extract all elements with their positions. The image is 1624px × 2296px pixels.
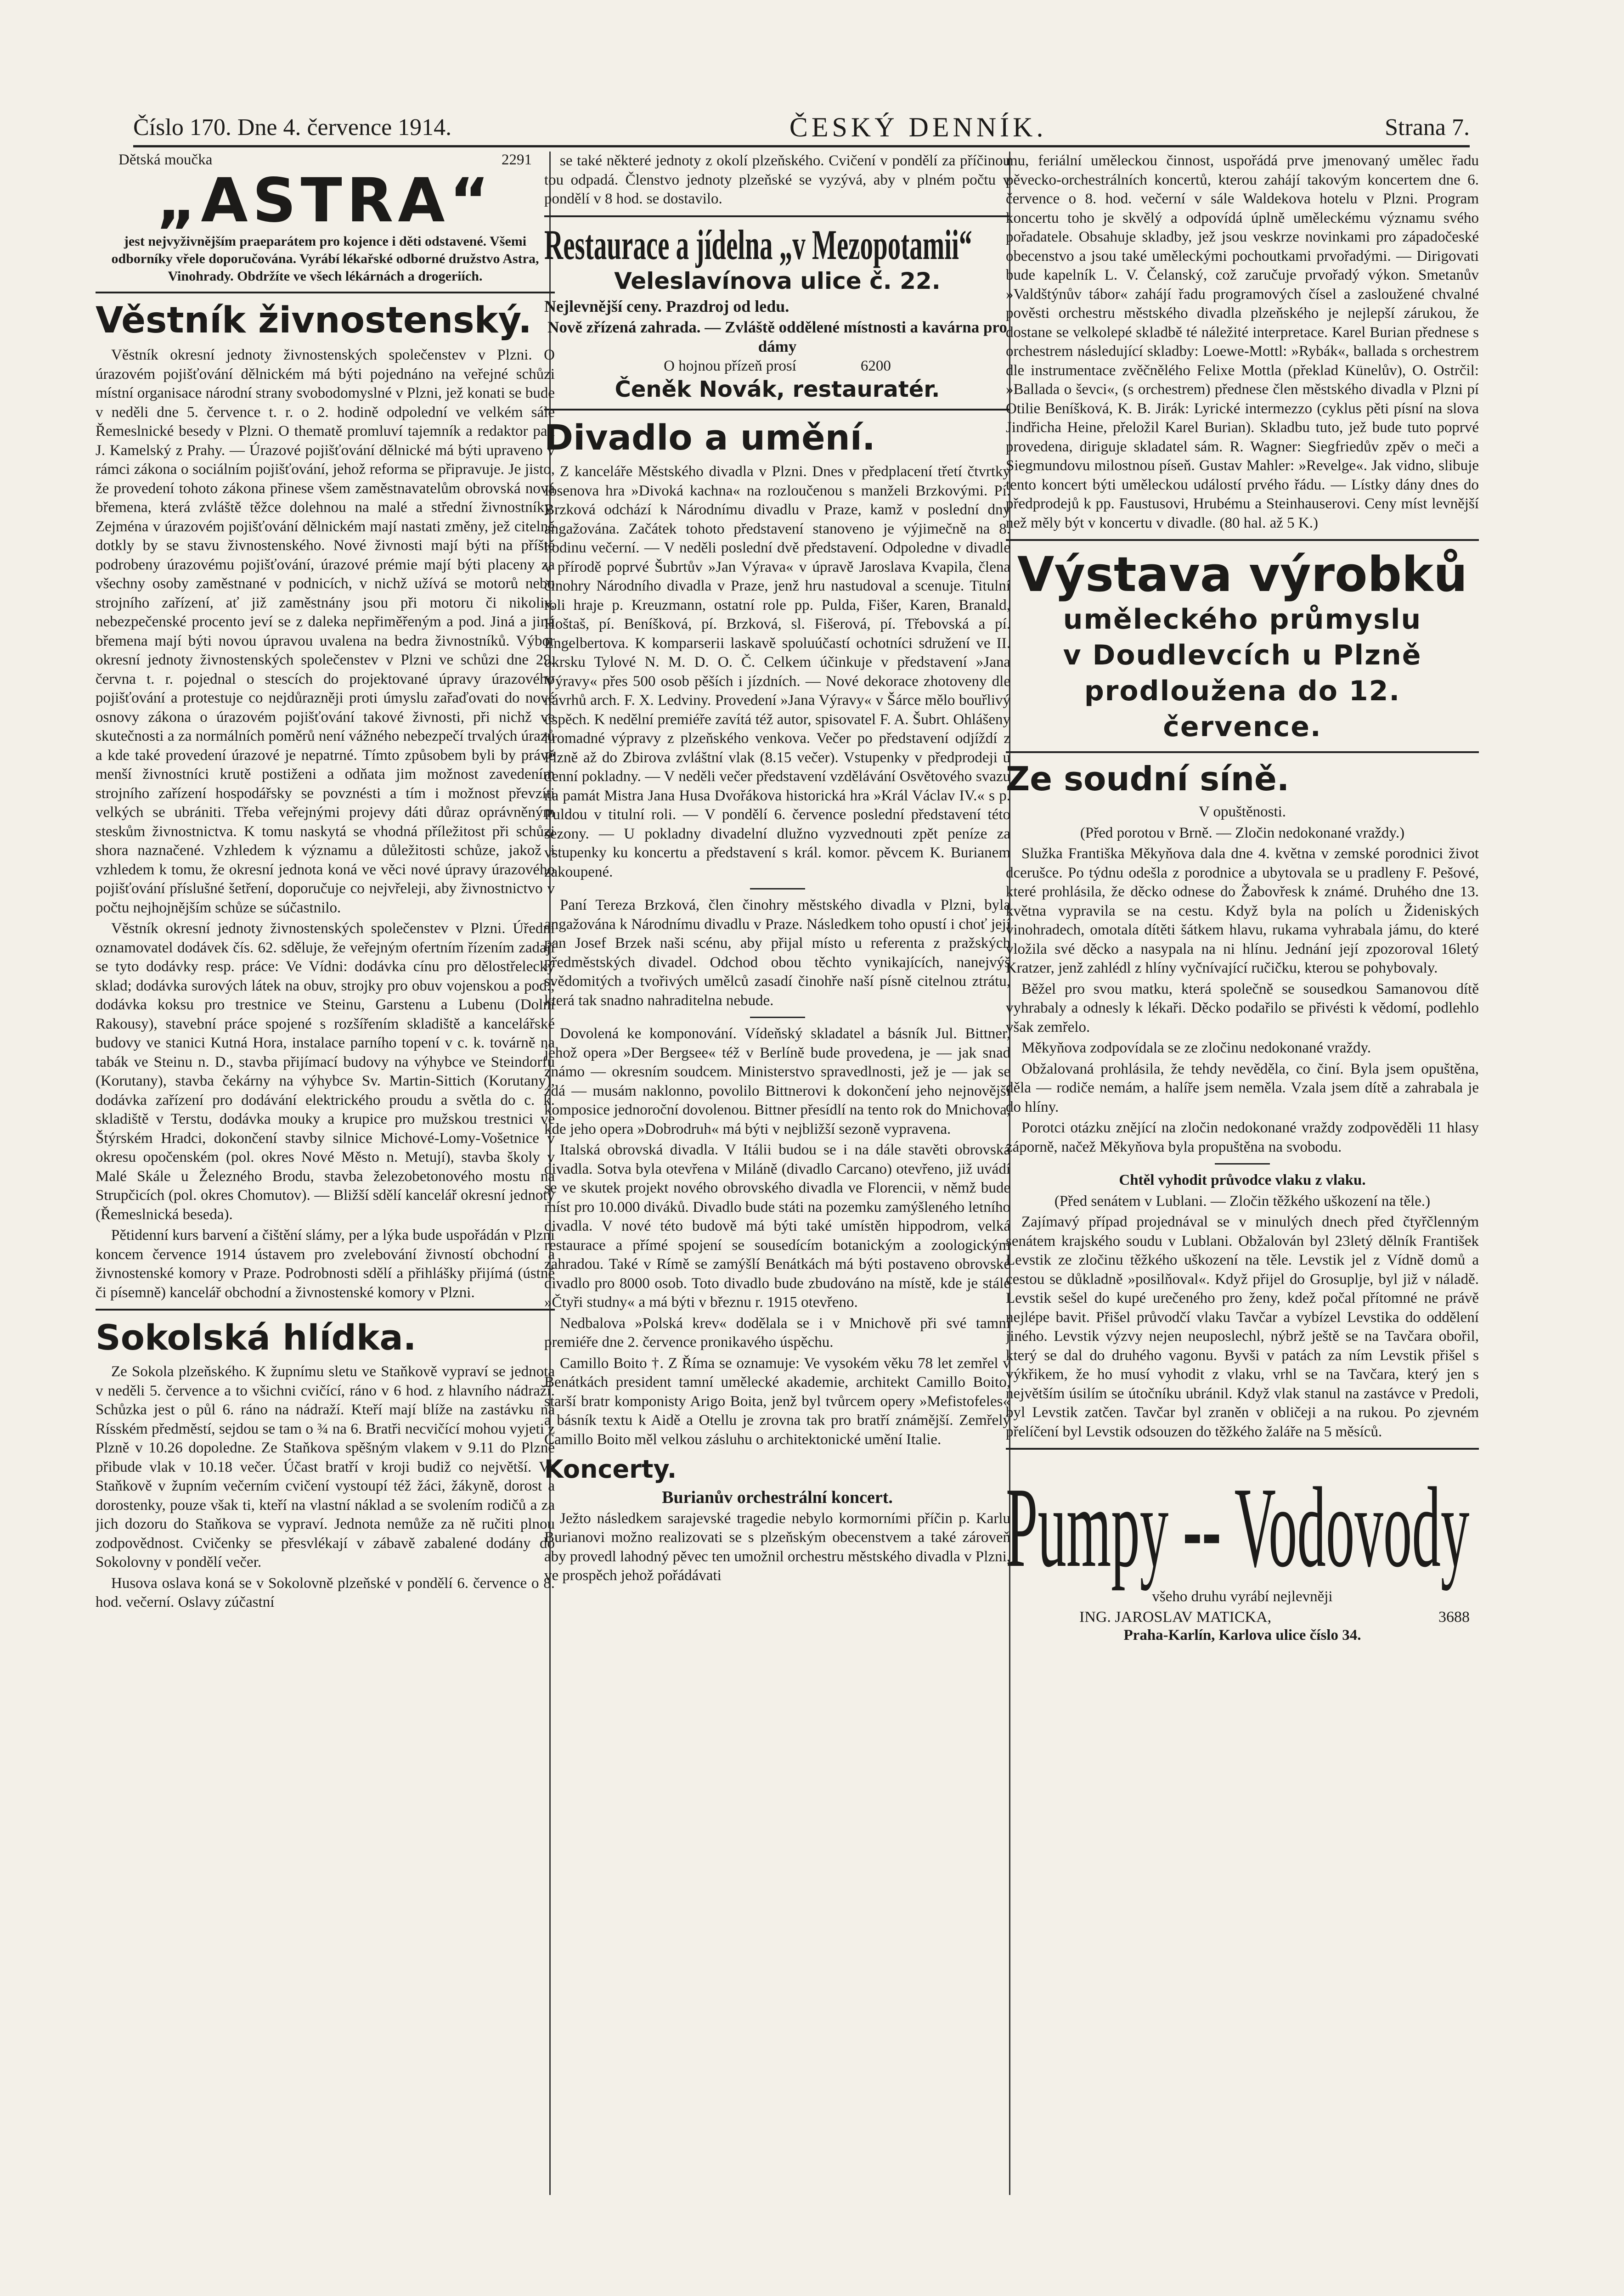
astra-ad-code: 2291	[502, 152, 532, 168]
koncerty-title: Koncerty.	[544, 1455, 677, 1484]
sokol-para-1: Ze Sokola plzeňského. K župnímu sletu ve Staňkově vypraví se jednota v neděli 5. července a to všichni cvičící, ráno v 6 hod. z hlavního nádraží. Schůzka jest o půl 6. ráno na nádraží. Kteří mají blíže na zastávku na Rísském předměstí, sejdou se tam o ¾ na 6. Bratři necvičící mohou vyjeti z Plzně v 10.26 dopoledne. Ze Staňkova spěšným vlakem v 9.11 do Plzně přibude vlak v 10.18 večer. Účast bratří v kroji budiž co největší. Ve Staňkově v župním večerním cvičení vystoupí též žáci, žákyně, dorost a dorostenky, pouze však ti, kteří na vlastní náklad a se svolením rodičů a za jich dozoru do Staňkova se vypraví. Jednota nemůže za ně ručiti plnou zodpovědnost. Cvičenky se přesvlékají v zábavě zabalené dodány do Sokolovny v pondělí večer.	[96, 1363, 555, 1570]
soud2-title: Chtěl vyhodit průvodce vlaku z vlaku.	[1119, 1172, 1366, 1188]
restaurant-owner: Čeněk Novák, restauratér.	[615, 377, 940, 402]
soud2-subtitle: (Před senátem v Lublani. — Zločin těžkého uškození na těle.)	[1054, 1193, 1431, 1210]
sokol-title: Sokolská hlídka.	[96, 1317, 417, 1358]
page-header	[133, 109, 1470, 147]
divadlo-para-2: Paní Tereza Brzková, člen činohry městského divadla v Plzni, byla angažována k Národnímu divadlu v Praze. Následkem toho opustí i choť její pan Josef Brzek naši scénu, aby přijal místo u referenta z pražských předměstských divadel. Odchod obou těchto vynikajících, nanejvýš svědomitých a tvořivých umělců zasadí činohře naší písně citelnou ztrátu, která tak snadno nahraditelna nebude.	[544, 897, 1010, 1009]
pumpy-code: 3688	[1438, 1608, 1470, 1626]
vestnik-title: Věstník živnostenský.	[96, 300, 532, 341]
burian-para: Ježto následkem sarajevské tragedie nebylo kormorními příčin p. Karlu Burianovi možno realizovati se s plzeňským obecenstvem a také zároveň aby provedl lahodný pěvec ten umožnil orchestru městského divadla v Plzni, ve prospěch jehož pořádávati	[544, 1510, 1010, 1584]
pumpy-ad	[1006, 1464, 1479, 1645]
astra-brand: „ASTRA“	[156, 165, 494, 236]
vystava-line-4: prodloužena do 12.	[1084, 675, 1401, 707]
issue-date: Číslo 170. Dne 4. července 1914.	[133, 114, 452, 141]
soud1-subtitle-2: (Před porotou v Brně. — Zločin nedokonané vraždy.)	[1080, 824, 1405, 841]
divadlo-para-6: Camillo Boito †. Z Říma se oznamuje: Ve vysokém věku 78 let zemřel v Benátkách president tamní umělecké akademie, architekt Camillo Boito, starší bratr komponisty Arigo Boita, jenž byl tvůrcem opery »Mefistofeles« a básník textu k Aidě a Otellu je zrovna tak pro bratří známější. Zemřelý Camillo Boito měl velkou zásluhu o architektonické umění Italie.	[544, 1355, 1010, 1448]
vystava-line-1: Výstava výrobků	[1017, 546, 1468, 602]
astra-ad-text: jest nejvyživnějším praeparátem pro kojence i děti odstavené. Všemi odborníky vřele doporučována. Vyrábí lékařské odborné družstvo Astra, Vinohrady. Obdržíte ve všech lékárnách a drogeriích.	[111, 234, 539, 284]
burian-title: Burianův orchestrální koncert.	[662, 1488, 893, 1507]
vystava-ad	[1006, 547, 1479, 745]
astra-ad	[96, 152, 555, 285]
pumpy-title: Pumpy -- Vodovody	[1006, 1464, 1470, 1591]
pumpy-line-1: všeho druhu vyrábí nejlevněji	[1152, 1588, 1333, 1605]
vestnik-para-1: Věstník okresní jednoty živnostenských společenstev v Plzni. O úrazovém pojišťování dělnickém má býti pojednáno na veřejné schůzi místní organisace národní strany svobodomyslné v Plzni, jež konati se bude v neděli dne 5. července t. r. o 2. hodině odpolední ve velkém sále Řemeslnické besedy v Plzni. O thematě promluví tajemník a redaktor pan J. Kamelský z Prahy. — Úrazové pojišťování dělnické má býti upraveno v rámci zákona o sociálním pojišťování, jehož reforma se připravuje. Je jisto, že provedení tohoto zákona přinese všem zaměstnavatelům obrovská nová břemena, která zvláště těžce dolehnou na malé a střední živnostníky. Zejména v úrazovém pojišťování dělnickém mají nastati změny, jež citelně dotkly by se stavu živnostenského. Nové živnosti mají býti na příště podrobeny úrazovému pojišťování, úrazové prémie mají býti placeny za všechny osoby zaměstnané v podnicích, v nichž užívá se motorů nebo strojního zařízení, ať již zaměstnány jsou při motoru či nikoliv, nebezpečenské procento jeví se z daleka nepřiměřeným a pod. Jiná a jiná břemena mají býti novou úpravou uvalena na bedra živnostníků. Výbor okresní jednoty živnostenských společenstev v Plzni ve schůzi dne 29. června t. r. pojednal o stescích do projektované úpravy úrazového pojišťování a protestuje co nejdůrazněji proti úmyslu zařaďovati do nové osnovy zákona o úrazovém pojišťování takové živnosti, při nichž ve skutečnosti a za normálních poměrů není vážného nebezpečí trvalých úrazů a kde také provedení úrazové je nepatrné. Tímto způsobem byli by právě menší živnostníci krutě postiženi a odňata jim možnost zavedením strojního zařízení hospodářsky se povznésti a tím i možnost převzíti velkých se ubrániti. Třeba veřejnými projevy dáti důraz oprávněným steskům živnostnictva. K tomu naskytá se vhodná příležitost při schůzi shora naznačené. Vzhledem k významu a důležitosti schůze, jakož i vzhledem k tomu, že okresní jednota koná ve věci nové úpravy úrazového pojišťování příslušné šetření, doporučuje co nejvřeleji, aby živnostnictvo v počtu nejhojnějším schůze se súčastnilo.	[96, 347, 555, 916]
page-number: Strana 7.	[1385, 114, 1470, 141]
soud1-para-4: Obžalovaná prohlásila, že tehdy nevěděla, co činí. Byla jsem opuštěna, děla — rodiče nemám, a halíře jsem neměla. Vzala jsem dítě a zahrabala je do hlíny.	[1006, 1060, 1479, 1115]
vestnik-para-2: Věstník okresní jednoty živnostenských společenstev v Plzni. Úřední oznamovatel dodávek čís. 62. sděluje, že veřejným ofertním řízením zadají se tyto dodávky resp. práce: Ve Vídni: dodávka cínu pro dělostřelecký sklad; dodávka surových látek na obuv, strojky pro obuv vojenskou a pod.; dodávka koksu pro trestnice ve Steinu, Garstenu a Lubenu (Dolní Rakousy), stavební práce spojené s rozšířením skladiště a kancelářské budovy ve stanici Kutná Hora, instalace parního topení v c. k. továrně na tabák ve Steinu n. D., stavba přijímací budovy na výhybce ve Steindorfu (Korutany), stavba čekárny na výhybce Sv. Martin-Sittich (Korutany), dodávka zařízení pro dodávání elektrického proudu a světla do c. k. skladiště v Terstu, dodávka mouky a krupice pro mužskou trestnici ve Štýrském Hradci, dokončení stavby silnice Michové-Lomy-Vošetnice v okresu opočenském (pol. okres Nové Město n. Metují), stavba školy v Malé Skále u Železného Brodu, stavba železobetonového mostu na Strupčicích (pol. okres Chomutov). — Bližší sdělí kancelář okresní jednoty (Řemeslnická beseda).	[96, 920, 555, 1223]
divadlo-title: Divadlo a umění.	[544, 417, 875, 458]
restaurant-name: Restaurace a jídelna „v Mezopotamii“	[544, 221, 972, 268]
restaurant-ad	[544, 221, 1010, 403]
soud2-para: Zajímavý případ projednával se v minulých dnech před čtyřčlenným senátem krajského soudu v Lublani. Obžalován byl 23letý dělník František Levstik ze zločinu těžkého uškození na těle. Levstik jel z Vídně domů a cestou se důkladně »posilňoval«. Když přijel do Grosuplje, byl již v náladě. Levstik sešel do kupé urečeného pro ženy, kdež počal přítomné ne právě nejlépe bavit. Přišel průvodčí vlaku Tavčar a vybízel Levstika do oddělení jiného. Levstik výzvy nejen neuposlechl, nýbrž ještě se na Tavčara obořil, který se dal do druhého vagonu. Byvši v patách za ním Levstik přišel s výkřikem, že ho musí vyhodit z vlaku, vrhl se na Tavčara, který jen s největším úsilím se útočníku ubránil. Když vlak stanul na zastávce v Predoli, byl Levstik zatčen. Tavčar byl zraněn v obličeji a na rukou. Po zjevném přelíčení byl Levstik odsouzen do těžkého žaláře na 5 měsíců.	[1006, 1214, 1479, 1440]
col2-top-text: se také některé jednoty z okolí plzeňského. Cvičení v pondělí za příčinou tou odpadá. Členstvo jednoty plzeňské se vyzývá, aby v plném počtu v pondělí v 8 hod. se dostavilo.	[544, 152, 1010, 207]
column-3	[1006, 152, 1479, 2195]
vystava-line-3: v Doudlevcích u Plzně	[1063, 639, 1422, 671]
sokol-para-2: Husova oslava koná se v Sokolovně plzeňské v pondělí 6. července o 8. hod. večerní. Oslavy zúčastní	[96, 1575, 555, 1610]
restaurant-line-2: Nově zřízená zahrada. — Zvláště oddělené místnosti a kavárna pro dámy	[547, 318, 1007, 355]
soud1-subtitle: V opuštěnosti.	[1198, 804, 1286, 820]
pumpy-line-3: Praha-Karlín, Karlova ulice číslo 34.	[1123, 1626, 1361, 1643]
restaurant-code: 6200	[860, 358, 891, 374]
soud1-para-5: Porotci otázku znějící na zločin nedokonané vraždy zodpověděli 11 hlasy záporně, načež Měkyňova byla propuštěna na svobodu.	[1006, 1120, 1479, 1155]
vystava-line-2: uměleckého průmyslu	[1063, 603, 1422, 636]
soud-title: Ze soudní síně.	[1006, 760, 1290, 798]
soud1-para-2: Běžel pro svou matku, která společně se sousedkou Samanovou dítě vyhrabaly a odnesly k lékaři. Děcko podařilo se přivésti k vědomí, podlehlo však zemřelo.	[1006, 980, 1479, 1035]
soud1-para-3: Měkyňova zodpovídala se ze zločinu nedokonané vraždy.	[1021, 1040, 1371, 1056]
divadlo-para-4: Italská obrovská divadla. V Itálii budou se i na dále stavěti obrovská divadla. Sotva byla otevřena v Miláně (divadlo Carcano) otevřeno, již uvádí se ve skutek projekt nového obrovského divadla ve Florencii, v němž bude míst pro 10.000 diváků. Divadlo bude státi na pozemku zamýšleného letního divadla. V nové této budově má býti také umístěn hippodrom, velká restaurace a přímé spojení se sousedícím botanickým a zoologickým zahradou. Také v Rímě se zamýšlí Benátkách má býti postaveno obrovské divadlo pro 8000 osob. Toto divadlo bude zbudováno na místě, kde je stále »Čtyři studny« a má býti v březnu r. 1915 otevřeno.	[544, 1142, 1010, 1311]
divadlo-para-3: Dovolená ke komponování. Vídeňský skladatel a básník Jul. Bittner, jehož opera »Der Bergsee« též v Berlíně bude provedena, je — jak snad známo — okresním soudcem. Ministerstvo spravedlnosti, jež je — jak se zdá — musám naklonno, povolilo Bittnerovi k dokončení jeho nejnovější komposice jednoroční dovolenou. Bittner přesídlí na tento rok do Mnichova, kde jeho opera »Dobrodruh« má býti v nejbližší sezoně vypravena.	[544, 1025, 1010, 1137]
divadlo-para-1: Z kanceláře Městského divadla v Plzni. Dnes v předplacení třetí čtvrtky Ibsenova hra »Divoká kachna« na rozloučenou s manželi Brzkovými. Pí. Brzková odchází k Národnímu divadlu v Praze, kamž v poslední dny angažována. Začátek tohoto představení stanoveno je výjimečně na 8. hodinu večerní. — V neděli poslední dvě představení. Odpoledne v divadle v přírodě poprvé Šubrtův »Jan Výrava« v úpravě Jaroslava Kvapila, člena činohry Národního divadla v Praze, jenž hru nastudoval a scenuje. Titulní roli hraje p. Kreuzmann, ostatní role pp. Pulda, Fišer, Karen, Branald, Hoštaš, pí. Beníšková, pí. Brzková, sl. Fišerová, pí. Třebovská a pí. Engelbertova. K komparserii laskavě spoluúčastí ochotníci sdružení ve II. okrsku Tylové N. M. D. O. Č. Celkem účinkuje v představení »Jana Výravy« přes 500 osob pěších i jízdních. — Nové dekorace zhotoveny dle návrhů arch. F. X. Ledviny. Provedení »Jana Výravy« v Šárce mělo bouřlivý úspěch. K nedělní premiéře zavítá též autor, spisovatel F. A. Šubrt. Ohlášeny hromadné výpravy z plzeňského venkova. Večer po představení odjíždí z Plzně až do Zbirova zvláštní vlak (8.15 večer). Vstupenky v předprodeji u denní pokladny. — V neděli večer představení vzdělávání Osvětového svazu na památ Mistra Jana Husa Dvořákova historická hra »Král Václav IV.« s p. Puldou v titulní roli. — V pondělí 6. července poslední představení této sezony. — U pokladny divadelní dlužno vyzvednouti zpět peníze za vstupenky ku koncertu a představení s král. komor. pěvcem K. Burianem zakoupené.	[544, 463, 1010, 880]
col3-top-para: mu, feriální uměleckou činnost, uspořádá prve jmenovaný umělec řadu pěvecko-orchestrálních koncertů, kterou zahájí takovým koncertem dne 6. července o 8. hod. večerní v sále Waldekova hotelu v Plzni. Program koncertu toho je skvělý a odpovídá úplně uměleckému významu svého pořadatele. Obsahuje skladby, jež jsou veskrze novinkami pro západočeské obecenstvo a jsou také uměleckými pochoutkami prvořadými. — Dirigovati bude kapelník L. V. Čelanský, což zaručuje prvořadý výkon. Smetanův »Valdštýnův tábor« zahájí řadu programových čísel a zasloužené chvalné pověsti orchestru městského divadla plzeňského je nejlepší zárukou, že dostane se velkolepé skladbě té náležité interpretace. Karel Burian přednese s orchestrem následující skladby: Loewe-Mottl: »Rybák«, ballada s orchestrem dle instrumentace zvěčnělého Felixe Mottla (překlad Künelův), O. Ostrčil: »Ballada o ševci«, (s orchestrem) přednese člen městského divadla v Plzni pí Otilie Beníšková, K. B. Jirák: Lyrické intermezzo (cyklus pěti písní na slova Jindřicha Heine, přeložil Karel Burian). Skladbu tuto, jež bude tuto poprvé provedena, diriguje skladatel sám. R. Wagner: Siegfriedův zpěv o meči a Siegmundovu milostnou píseň. Gustav Mahler: »Revelge«. Jak vidno, slibuje tento koncert býti uměleckou událostí prvého řádu. — Lístky dány dnes do předprodejů k pp. Faustusovi, Hrubému a Steinhauserovi. Ceny míst levnější než měly být v koncertu v divadle. (80 hal. až 5 K.)	[1006, 152, 1479, 531]
column-1	[96, 152, 555, 2195]
restaurant-line-3: O hojnou přízeň prosí	[664, 358, 796, 374]
divadlo-para-5: Nedbalova »Polská krev« dodělala se i v Mnichově při své tamní premiéře dne 2. července pronikavého úspěchu.	[544, 1315, 1010, 1351]
soud1-para-1: Služka Františka Měkyňova dala dne 4. května v zemské porodnici život dcerušce. Po týdnu odešla z porodnice a ubytovala se u pradleny F. Pešové, které prohlásila, že děcko odnese do Žabovřesk k známé. Druhého dne 13. května vypravila se na cestu. Když byla na polích u Žideniských vinohradech, omotala dítěti šátkem hlavu, rukama vyhrabala jámu, do které vložila své děcko a nasypala na ni hlínu. Jednání její zpozoroval 16letý Kratzer, jenž zahlédl z hlíny vyčnívající ručičku, kterou se pohybovaly.	[1006, 845, 1479, 976]
masthead: ČESKÝ DENNÍK.	[789, 112, 1047, 142]
astra-ad-small: Dětská moučka	[118, 152, 213, 168]
vestnik-para-3: Pětidenní kurs barvení a čištění slámy, per a lýka bude uspořádán v Plzni koncem července 1914 ústavem pro zvelebování živností obchodní a živnostenské komory v Praze. Podrobnosti sdělí a přihlášky přijímá (ústně či písemně) kancelář obchodní a živnostenské komory v Plzni.	[96, 1227, 555, 1301]
vystava-line-5: července.	[1163, 711, 1322, 743]
pumpy-line-2: ING. JAROSLAV MATICKA,	[1079, 1608, 1272, 1626]
restaurant-line-1: Nejlevnější ceny. Prazdroj od ledu.	[544, 297, 789, 315]
restaurant-address: Veleslavínova ulice č. 22.	[614, 267, 941, 294]
column-2	[544, 152, 1010, 2195]
